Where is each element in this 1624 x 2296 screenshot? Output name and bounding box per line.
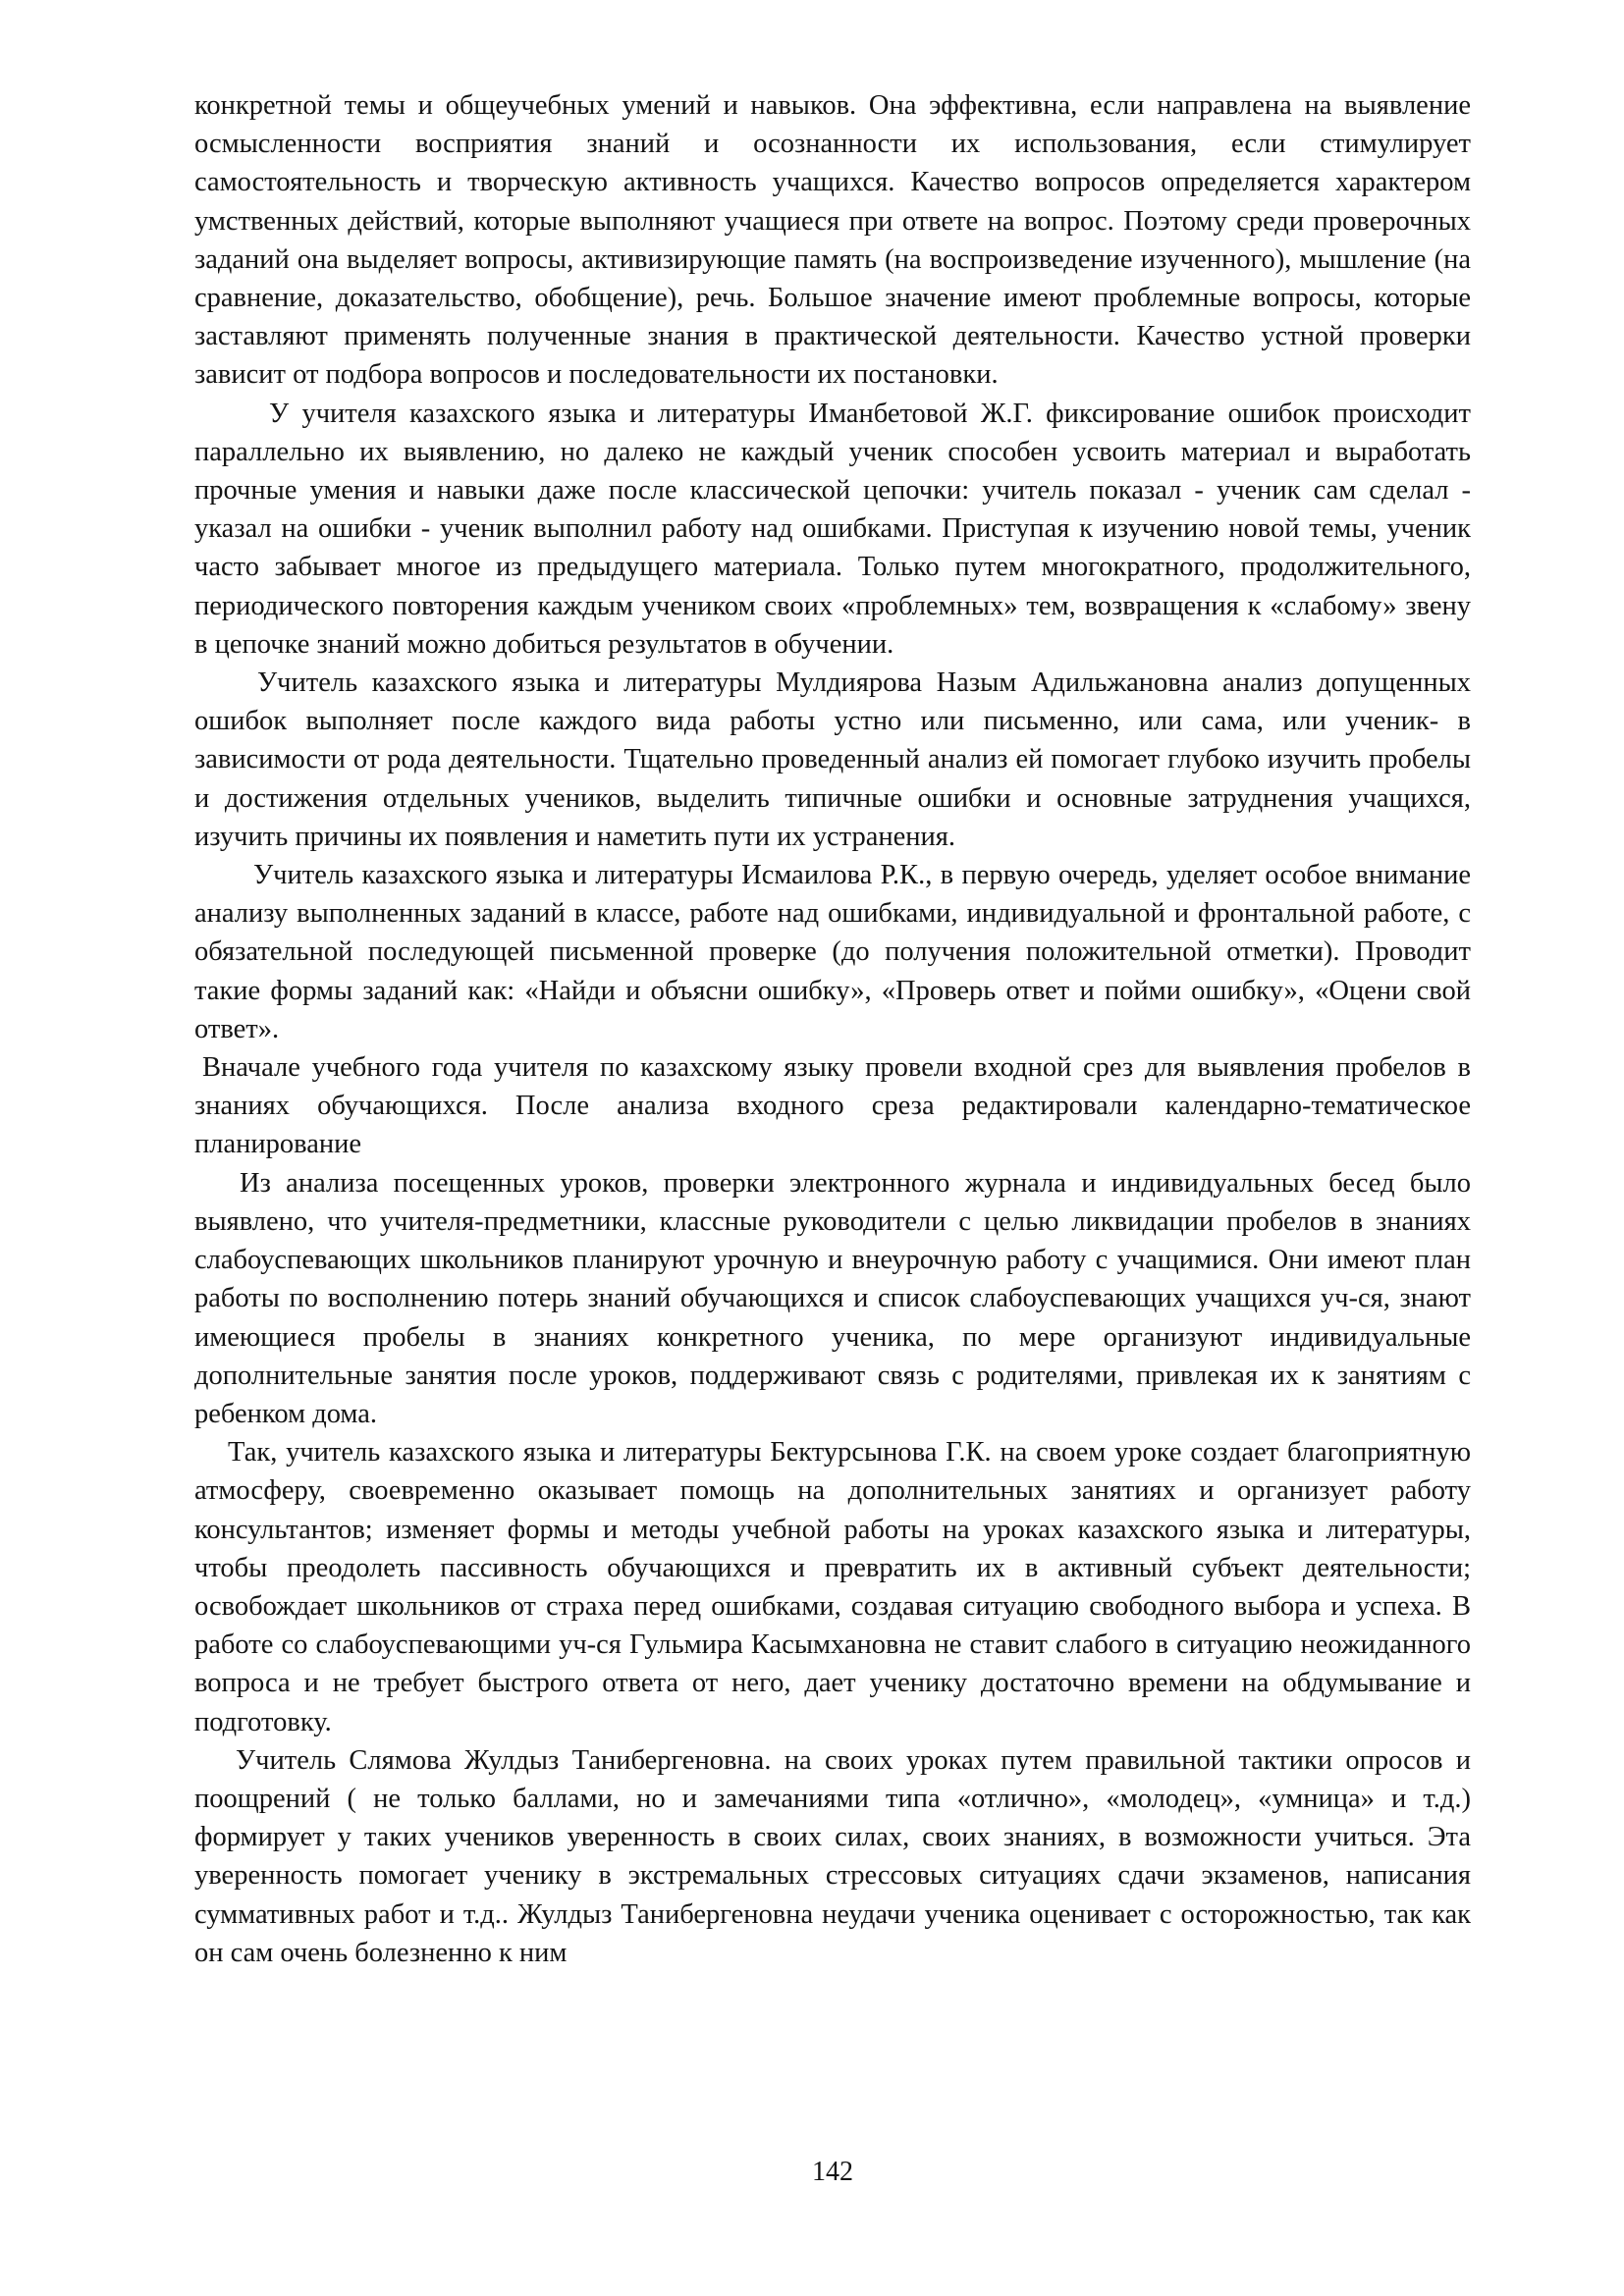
paragraph-5: Вначале учебного года учителя по казахскому языку провели входной срез для выявления пробелов в знаниях обучающихся. После анализа входного среза редактировали календарно-тематическое планирование [194, 1052, 1471, 1160]
paragraph-7: Так, учитель казахского языка и литературы Бектурсынова Г.К. на своем уроке создает благоприятную атмосферу, своевременно оказывает помощь на дополнительных занятиях и организует работу консультантов; изменяет формы и методы учебной работы на уроках казахского языка и литературы, чтобы преодолеть пассивность обучающихся и превратить их в активный субъект деятельности; освобождает школьников от страха перед ошибками, создавая ситуацию свободного выбора и успеха. В работе со слабоуспевающими уч-ся Гульмира Касымхановна не ставит слабого в ситуацию неожиданного вопроса и не требует быстрого ответа от него, дает ученику достаточно времени на обдумывание и подготовку. [194, 1437, 1471, 1737]
paragraph-8: Учитель Слямова Жулдыз Танибергеновна. на своих уроках путем правильной тактики опросов и поощрений ( не только баллами, но и замечаниями типа «отлично», «молодец», «умница» и т.д.) формирует у таких учеников уверенность в своих силах, своих знаниях, в возможности учиться. Эта уверенность помогает ученику в экстремальных стрессовых ситуациях сдачи экзаменов, написания суммативных работ и т.д.. Жулдыз Танибергеновна неудачи ученика оценивает с осторожностью, так как он сам очень болезненно к ним [194, 1744, 1471, 1968]
page-number: 142 [812, 2157, 853, 2187]
paragraph-3: Учитель казахского языка и литературы Мулдиярова Назым Адильжановна анализ допущенных ошибок выполняет после каждого вида работы устно или письменно, или сама, или ученик- в зависимости от рода деятельности. Тщательно проведенный анализ ей помогает глубоко изучить пробелы и достижения отдельных учеников, выделить типичные ошибки и основные затруднения учащихся, изучить причины их появления и наметить пути их устранения. [194, 667, 1471, 852]
text-block [194, 86, 1471, 1972]
paragraph-4: Учитель казахского языка и литературы Исмаилова Р.К., в первую очередь, уделяет особое внимание анализу выполненных заданий в классе, работе над ошибками, индивидуальной и фронтальной работе, с обязательной последующей письменной проверке (до получения положительной отметки). Проводит такие формы заданий как: «Найди и объясни ошибку», «Проверь ответ и пойми ошибку», «Оцени свой ответ». [194, 860, 1471, 1044]
paragraph-1: конкретной темы и общеучебных умений и навыков. Она эффективна, если направлена на выявление осмысленности восприятия знаний и осознанности их использования, если стимулирует самостоятельность и творческую активность учащихся. Качество вопросов определяется характером умственных действий, которые выполняют учащиеся при ответе на вопрос. Поэтому среди проверочных заданий она выделяет вопросы, активизирующие память (на воспроизведение изученного), мышление (на сравнение, доказательство, обобщение), речь. Большое значение имеют проблемные вопросы, которые заставляют применять полученные знания в практической деятельности. Качество устной проверки зависит от подбора вопросов и последовательности их постановки. [194, 90, 1471, 391]
paragraph-2: У учителя казахского языка и литературы Иманбетовой Ж.Г. фиксирование ошибок происходит параллельно их выявлению, но далеко не каждый ученик способен усвоить материал и выработать прочные умения и навыки даже после классической цепочки: учитель показал - ученик сам сделал - указал на ошибки - ученик выполнил работу над ошибками. Приступая к изучению новой темы, ученик часто забывает многое из предыдущего материала. Только путем многократного, продолжительного, периодического повторения каждым учеником своих «проблемных» тем, возвращения к «слабому» звену в цепочке знаний можно добиться результатов в обучении. [194, 398, 1471, 660]
paragraph-6: Из анализа посещенных уроков, проверки электронного журнала и индивидуальных бесед было выявлено, что учителя-предметники, классные руководители с целью ликвидации пробелов в знаниях слабоуспевающих школьников планируют урочную и внеурочную работу с учащимися. Они имеют план работы по восполнению потерь знаний обучающихся и список слабоуспевающих учащихся уч-ся, знают имеющиеся пробелы в знаниях конкретного ученика, по мере организуют индивидуальные дополнительные занятия после уроков, поддерживают связь с родителями, привлекая их к занятиям с ребенком дома. [194, 1167, 1471, 1429]
